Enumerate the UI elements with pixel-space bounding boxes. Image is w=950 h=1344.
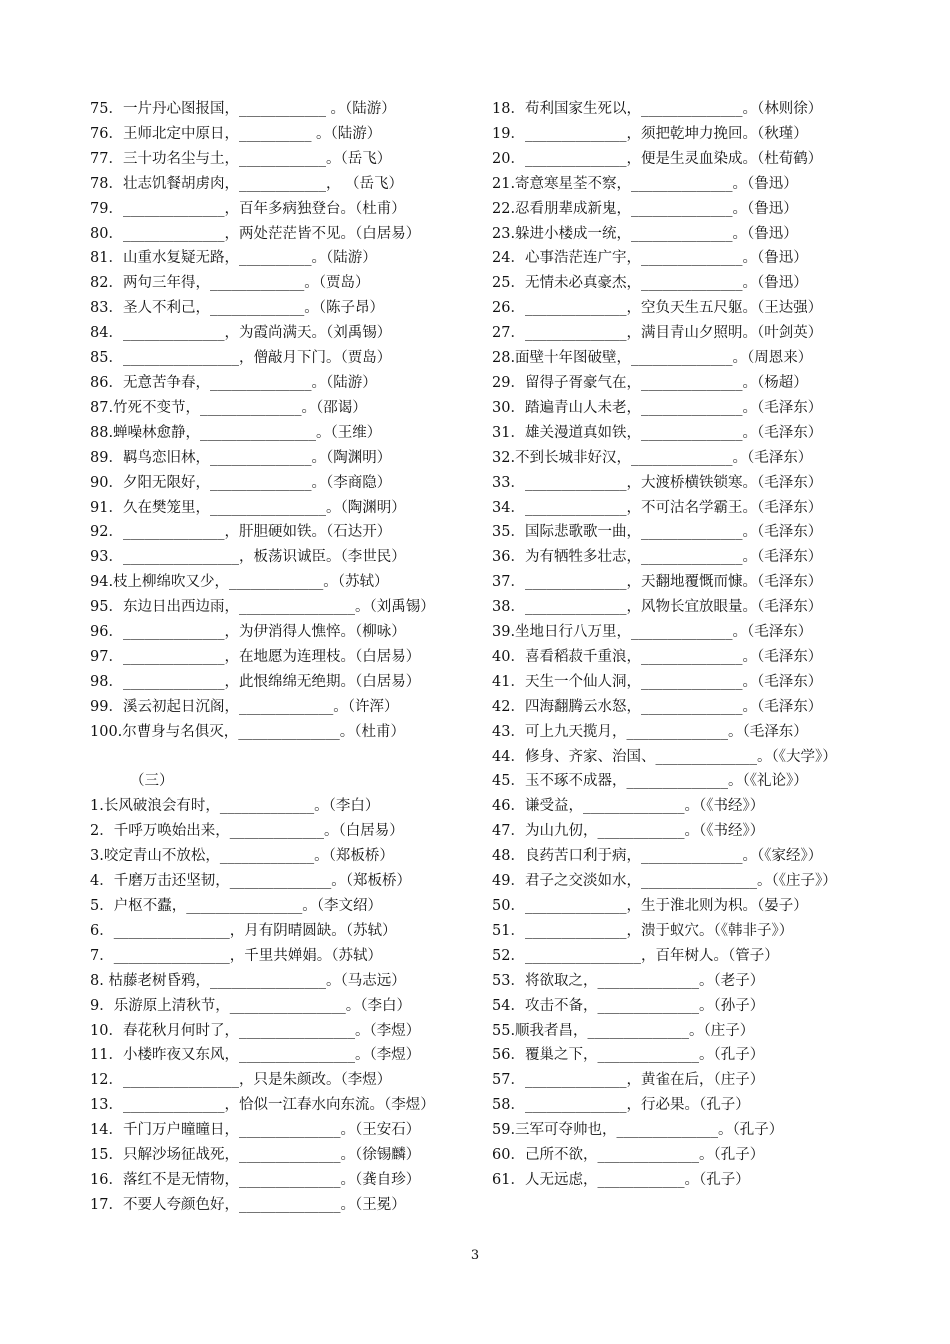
verse-line: 91．久在樊笼里，________________。（陶渊明） <box>90 499 406 516</box>
verse-line: 4．千磨万击还坚韧，______________。（郑板桥） <box>90 873 411 890</box>
right-lines-block-c <box>492 894 864 1193</box>
verse-line: 47．为山九仞，____________。（《书经》） <box>492 823 765 840</box>
verse-line: 55.顺我者昌，______________。（庄子） <box>492 1022 755 1039</box>
verse-line: 88.蝉噪林愈静，________________。（王维） <box>90 424 382 441</box>
verse-line: 51．______________，溃于蚁穴。（《韩非子》） <box>492 922 794 939</box>
verse-line: 11．小楼昨夜又东风，________________。（李煜） <box>90 1047 421 1064</box>
verse-line: 96．______________，为伊消得人憔悴。（柳咏） <box>90 624 406 641</box>
verse-line: 25．无情未必真豪杰，______________。（鲁迅） <box>492 275 808 292</box>
verse-line: 59.三军可夺帅也，______________。（孔子） <box>492 1122 784 1139</box>
verse-line: 38．______________，风物长宜放眼量。（毛泽东） <box>492 599 823 616</box>
verse-line: 94.枝上柳绵吹又少，_____________。（苏轼） <box>90 574 389 591</box>
verse-line: 42．四海翻腾云水怒，______________。（毛泽东） <box>492 698 823 715</box>
verse-line: 35．国际悲歌歌一曲，______________。（毛泽东） <box>492 524 823 541</box>
verse-line: 19．______________，须把乾坤力挽回。（秋瑾） <box>492 125 808 142</box>
verse-line: 48．良药苦口利于病，______________。（《家经》） <box>492 848 823 865</box>
verse-line: 8. 枯藤老树昏鸦，________________。（马志远） <box>90 972 406 989</box>
verse-line: 17．不要人夸颜色好，______________。（王冕） <box>90 1196 406 1213</box>
verse-line: 83．圣人不利己，_____________。（陈子昂） <box>90 300 384 317</box>
verse-line: 9．乐游原上清秋节，________________。（李白） <box>90 997 411 1014</box>
verse-line: 46．谦受益，______________。（《书经》） <box>492 798 765 815</box>
section-heading: （三） <box>130 773 174 790</box>
verse-line: 7．________________，千里共婵娟。（苏轼） <box>90 947 382 964</box>
verse-line: 93．________________，板荡识诚臣。（李世民） <box>90 549 406 566</box>
verse-line: 2．千呼万唤始出来，_____________。（白居易） <box>90 823 404 840</box>
verse-line: 34．______________，不可沽名学霸王。（毛泽东） <box>492 499 823 516</box>
verse-line: 78．壮志饥餐胡虏肉，____________， （岳飞） <box>90 175 404 192</box>
verse-line: 6．________________，月有阴晴圆缺。（苏轼） <box>90 922 397 939</box>
verse-line: 22.忍看朋辈成新鬼，______________。（鲁迅） <box>492 200 798 217</box>
left-lines-block-b <box>90 620 462 745</box>
page-number: 3 <box>470 1248 480 1263</box>
verse-line: 80．______________，两处茫茫皆不见。（白居易） <box>90 225 421 242</box>
verse-line: 43．可上九天揽月，______________。（毛泽东） <box>492 723 808 740</box>
verse-line: 16．落红不是无情物，______________。（龚自珍） <box>90 1171 421 1188</box>
verse-line: 33．______________，大渡桥横铁锁寒。（毛泽东） <box>492 474 823 491</box>
verse-line: 5．户枢不蠹，________________。（李文绍） <box>90 897 382 914</box>
verse-line: 15．只解沙场征战死，______________。（徐锡麟） <box>90 1147 421 1164</box>
verse-line: 84．______________，为霞尚满天。（刘禹锡） <box>90 325 392 342</box>
verse-line: 20．______________，便是生灵血染成。（杜荀鹤） <box>492 150 823 167</box>
verse-line: 77．三十功名尘与土，____________。（岳飞） <box>90 150 392 167</box>
left-lines-block-c <box>90 794 462 1217</box>
verse-line: 18．苟利国家生死以，______________。（林则徐） <box>492 101 823 117</box>
left-lines-block-a <box>90 97 462 595</box>
verse-line: 29．留得子胥豪气在，______________。（杨超） <box>492 374 808 391</box>
section-gap <box>90 745 462 770</box>
verse-line: 90．夕阳无限好，______________。（李商隐） <box>90 474 392 491</box>
verse-line: 54．攻击不备，______________。（孙子） <box>492 997 765 1014</box>
verse-line: 45．玉不琢不成器，______________。（《礼论》） <box>492 773 808 790</box>
verse-line: 13．______________，恰似一江春水向东流。（李煜） <box>90 1097 435 1114</box>
verse-line: 10．春花秋月何时了，________________。（李煜） <box>90 1022 421 1039</box>
verse-line: 52．________________，百年树人。（管子） <box>492 947 779 964</box>
verse-line: 92．______________，肝胆硬如铁。（石达开） <box>90 524 392 541</box>
verse-line: 28.面壁十年图破壁，______________。（周恩来） <box>492 350 813 367</box>
verse-line: 3.咬定青山不放松，_____________。（郑板桥） <box>90 848 394 865</box>
verse-line: 98．______________，此恨绵绵无绝期。（白居易） <box>90 673 421 690</box>
verse-line: 27．______________，满目青山夕照明。（叶剑英） <box>492 325 823 342</box>
verse-line: 61．人无远虑，____________。（孔子） <box>492 1171 750 1188</box>
verse-line: 14．千门万户曈曈日，______________。（王安石） <box>90 1122 421 1139</box>
verse-line: 79．______________，百年多病独登台。（杜甫） <box>90 200 406 217</box>
verse-line: 76．王师北定中原日，__________ 。（陆游） <box>90 125 382 142</box>
verse-line: 26．______________，空负天生五尺躯。（王达强） <box>492 300 823 317</box>
verse-line: 30．踏遍青山人未老，______________。（毛泽东） <box>492 399 823 416</box>
verse-line: 100.尔曹身与名俱灭，______________。（杜甫） <box>90 723 406 740</box>
verse-line: 89．羁鸟恋旧林，______________。（陶渊明） <box>90 449 392 466</box>
right-wrapped-line-2: 49．君子之交淡如水，________________。（《庄子》） <box>492 873 837 890</box>
verse-line: 44．修身、齐家、治国、______________。（《大学》） <box>492 748 837 765</box>
verse-line: 1.长风破浪会有时，_____________。（李白） <box>90 798 380 815</box>
verse-line: 53．将欲取之，______________。（老子） <box>492 972 765 989</box>
verse-line: 81．山重水复疑无路，__________。（陆游） <box>90 250 377 267</box>
right-column <box>492 97 864 1193</box>
verse-line: 36．为有牺牲多壮志，______________。（毛泽东） <box>492 549 823 566</box>
verse-line: 39.坐地日行八万里，______________。（毛泽东） <box>492 624 813 641</box>
verse-line: 87.竹死不变节，______________。（邵谒） <box>90 399 367 416</box>
verse-line: 56．覆巢之下，______________。（孔子） <box>492 1047 765 1064</box>
verse-line: 31．雄关漫道真如铁，______________。（毛泽东） <box>492 424 823 441</box>
verse-line: 60．己所不欲，______________。（孔子） <box>492 1147 765 1164</box>
verse-line: 85．________________，僧敲月下门。（贾岛） <box>90 350 392 367</box>
verse-line: 86．无意苦争春，______________。（陆游） <box>90 374 377 391</box>
verse-line: 23.躲进小楼成一统，______________。（鲁迅） <box>492 225 798 242</box>
verse-line: 21.寄意寒星荃不察，______________。（鲁迅） <box>492 175 798 192</box>
left-wrapped-line: 95．东边日出西边雨，________________。（刘禹锡） <box>90 599 435 616</box>
verse-line: 97．______________，在地愿为连理枝。（白居易） <box>90 648 421 665</box>
verse-line: 40．喜看稻菽千重浪，______________。（毛泽东） <box>492 648 823 665</box>
verse-line: 99．溪云初起日沉阁，_____________。（许浑） <box>90 698 399 715</box>
verse-line: 24．心事浩茫连广宇，______________。（鲁迅） <box>492 250 808 267</box>
right-wrapped-line-1: 32.不到长城非好汉，______________。（毛泽东） <box>492 449 813 466</box>
right-lines-block-b <box>492 471 864 870</box>
verse-line: 75．一片丹心图报国，____________ 。（陆游） <box>90 101 396 117</box>
verse-line: 57．______________，黄雀在后，（庄子） <box>492 1072 765 1089</box>
verse-line: 50．______________，生于淮北则为枳。（晏子） <box>492 898 808 914</box>
verse-line: 12．________________，只是朱颜改。（李煜） <box>90 1072 392 1089</box>
verse-line: 82．两句三年得，_____________。（贾岛） <box>90 275 370 292</box>
verse-line: 41．天生一个仙人洞，______________。（毛泽东） <box>492 673 823 690</box>
left-column <box>90 97 462 1218</box>
right-lines-block-a <box>492 97 864 446</box>
verse-line: 58．______________，行必果。（孔子） <box>492 1097 750 1114</box>
verse-line: 37．______________，天翻地覆慨而慷。（毛泽东） <box>492 574 823 591</box>
